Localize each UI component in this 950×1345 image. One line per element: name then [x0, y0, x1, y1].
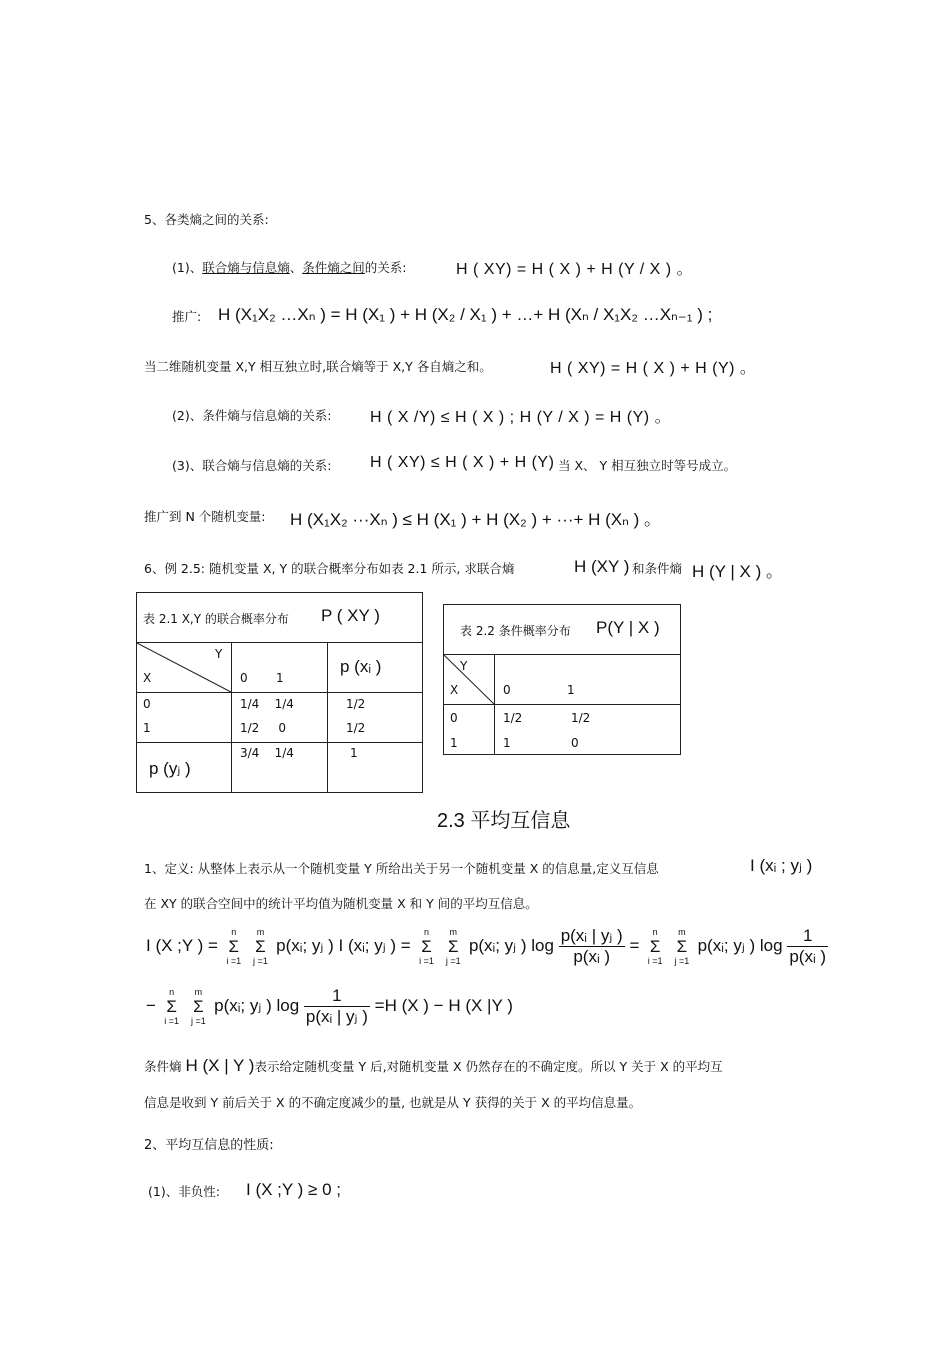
- table-2-1-py-label: p (yⱼ ): [149, 759, 191, 778]
- table-2-1-py-values: 3/4 1/4: [240, 746, 294, 760]
- table-2-1-caption-formula: P ( XY ): [321, 606, 380, 625]
- table-2-1-col-header: [232, 643, 328, 693]
- table-2-2-row-labels: [444, 705, 495, 755]
- table-2-1-col0: 0: [240, 671, 248, 685]
- sum-j-2: [442, 925, 464, 969]
- sum-j-lower: j =1: [253, 955, 268, 966]
- section-5-title: 5、各类熵之间的关系:: [144, 212, 269, 227]
- relation-1-line: [172, 258, 406, 276]
- table-2-2-r0c1: 1/2: [571, 711, 591, 725]
- table-2-1-col1: 1: [276, 671, 284, 685]
- sum-j-lower: j =1: [445, 955, 461, 966]
- sum-i-lower: i =1: [647, 955, 663, 966]
- relation-2-formula: H ( X /Y) ≤ H ( X ) ; H (Y / X ) = H (Y) 。: [370, 409, 672, 426]
- sum-i-3: [644, 925, 666, 969]
- sum-j-upper: m: [449, 926, 457, 937]
- eq2-rhs: =H (X ) − H (X |Y ): [374, 996, 513, 1015]
- table-2-2-values: [495, 705, 681, 755]
- diagonal-line: [444, 655, 495, 705]
- table-2-1: [136, 592, 423, 793]
- eq1-fraction-2: [787, 926, 828, 967]
- table-2-1-row0-label: 0: [143, 697, 151, 711]
- table-2-1-header-corner: [137, 643, 232, 693]
- sum-i-upper: n: [231, 926, 237, 937]
- table-2-2-r1c1: 0: [571, 736, 579, 750]
- sum-j-upper: m: [194, 986, 203, 997]
- table-2-2-row1-label: 1: [450, 736, 458, 750]
- eq1-fraction-1: [559, 926, 625, 967]
- definition-text-2: 在 XY 的联合空间中的统计平均值为随机变量 X 和 Y 间的平均互信息。: [144, 896, 538, 911]
- relation-1-sep: 、: [289, 260, 303, 275]
- independence-formula: H ( XY) = H ( X ) + H (Y) 。: [550, 360, 757, 377]
- example-text: 6、例 2.5: 随机变量 X, Y 的联合概率分布如表 2.1 所示, 求联合熵: [144, 561, 515, 576]
- table-2-1-caption: 表 2.1 X,Y 的联合概率分布: [143, 612, 289, 626]
- conditional-entropy-para-2: 信息是收到 Y 前后关于 X 的不确定度减少的量, 也就是从 Y 获得的关于 X 的平均信息量。: [144, 1095, 642, 1110]
- table-2-1-py-label-cell: [137, 743, 232, 793]
- relation-3-text: (3)、联合熵与信息熵的关系:: [172, 458, 332, 473]
- eq1-log-2: log: [759, 936, 783, 955]
- definition-text: 1、定义: 从整体上表示从一个随机变量 Y 所给出关于另一个随机变量 X 的信息量,定义互信息: [144, 861, 659, 876]
- sum-i-4: [161, 985, 183, 1029]
- eq1-pxy-3: p(xᵢ; yⱼ ): [697, 936, 756, 955]
- table-2-2-row0-label: 0: [450, 711, 458, 725]
- sigma: Σ: [255, 936, 266, 956]
- fraction-numerator: p(xᵢ | yⱼ ): [560, 926, 623, 946]
- table-2-1-py-total: 1: [350, 746, 358, 760]
- cond-formula: H (X | Y ): [185, 1056, 255, 1075]
- table-2-2-caption-cell: [444, 605, 681, 655]
- sum-j-upper: m: [678, 926, 686, 937]
- relation-3-formula: H ( XY) ≤ H ( X ) + H (Y): [370, 454, 555, 471]
- sum-i-2: [415, 925, 437, 969]
- table-2-1-header-x: X: [143, 671, 152, 685]
- example-mid-text: 和条件熵: [632, 561, 683, 576]
- sum-j-lower: j =1: [674, 955, 690, 966]
- table-2-1-px-label: p (xᵢ ): [340, 657, 382, 676]
- table-2-1-px-header: [328, 643, 423, 693]
- table-2-1-caption-cell: [137, 593, 423, 643]
- table-2-2-r0c0: 1/2: [503, 711, 523, 725]
- table-2-2-header-y: Y: [460, 659, 468, 673]
- sum-j-3: [671, 925, 693, 969]
- relation-1-suffix: 的关系:: [364, 260, 407, 275]
- relation-2-text: (2)、条件熵与信息熵的关系:: [172, 408, 332, 423]
- table-2-1-row1-label: 1: [143, 721, 151, 735]
- mutual-info-equation: [146, 924, 828, 968]
- eq1-equals: =: [629, 936, 640, 955]
- table-2-1-py-total-cell: [328, 743, 423, 793]
- fraction-denominator: p(xᵢ ): [789, 947, 827, 967]
- table-2-2-col-header: [495, 655, 681, 705]
- table-2-1-row1-px: 1/2: [346, 721, 366, 735]
- table-2-2-caption: 表 2.2 条件概率分布: [460, 624, 571, 638]
- sigma: Σ: [228, 936, 239, 956]
- table-2-2-col1: 1: [567, 683, 575, 697]
- sum-j: [249, 925, 271, 969]
- sigma: Σ: [166, 996, 177, 1016]
- sigma: Σ: [649, 936, 661, 956]
- generalization-n-formula: H (X₁X₂ ···Xₙ ) ≤ H (X₁ ) + H (X₂ ) + ···+ H (Xₙ ) 。: [290, 510, 662, 529]
- generalization-formula: H (X₁X₂ …Xₙ ) = H (X₁ ) + H (X₂ / X₁ ) + …+ H (Xₙ / X₁X₂ …Xₙ₋₁ ) ;: [218, 305, 713, 324]
- relation-1-term-b: 条件熵之间: [302, 260, 365, 275]
- table-2-2-header-x: X: [450, 683, 459, 697]
- example-conditional-entropy: H (Y | X ) 。: [692, 562, 784, 581]
- fraction-denominator: p(xᵢ ): [573, 947, 611, 967]
- sum-i-upper: n: [652, 926, 658, 937]
- table-2-2: [443, 604, 681, 755]
- mutual-info-equation-2: [146, 984, 513, 1028]
- eq1-log: log: [531, 936, 554, 955]
- eq1-pxy-2: p(xᵢ; yⱼ ): [468, 936, 527, 955]
- fraction-denominator: p(xᵢ | yⱼ ): [305, 1007, 368, 1027]
- sum-i-lower: i =1: [226, 955, 242, 966]
- table-2-1-row1-values: 1/2 0: [240, 721, 287, 735]
- relation-1-term-a: 联合熵与信息熵: [202, 260, 290, 275]
- generalization-label: 推广:: [172, 309, 202, 324]
- fraction-numerator: 1: [304, 986, 370, 1007]
- property-1-formula: I (X ;Y ) ≥ 0 ;: [246, 1180, 341, 1199]
- table-2-1-values: [232, 693, 328, 743]
- sigma: Σ: [421, 936, 432, 956]
- table-2-2-header-corner: [444, 655, 495, 705]
- eq2-pxy: p(xᵢ; yⱼ ): [214, 996, 272, 1015]
- generalization-n-label: 推广到 N 个随机变量:: [144, 509, 266, 524]
- eq1-pxy: p(xᵢ; yⱼ ): [276, 936, 334, 955]
- independence-text: 当二维随机变量 X,Y 相互独立时,联合熵等于 X,Y 各自熵之和。: [144, 359, 492, 374]
- table-2-1-px-values: [328, 693, 423, 743]
- table-2-1-header-y: Y: [215, 647, 223, 661]
- relation-3-condition: 当 X、 Y 相互独立时等号成立。: [558, 458, 737, 473]
- conditional-entropy-para: [144, 1056, 723, 1076]
- sum-j-4: [187, 985, 209, 1029]
- property-1-text: (1)、非负性:: [148, 1184, 220, 1199]
- table-2-1-py-values-cell: [232, 743, 328, 793]
- table-2-1-row0-px: 1/2: [346, 697, 366, 711]
- sum-i: [223, 925, 245, 969]
- properties-title: 2、平均互信息的性质:: [144, 1138, 274, 1153]
- relation-1-prefix: (1)、: [172, 260, 203, 275]
- sigma: Σ: [676, 936, 688, 956]
- sum-j-lower: j =1: [191, 1015, 206, 1026]
- sum-i-lower: i =1: [164, 1015, 180, 1026]
- eq2-fraction: [304, 986, 370, 1027]
- cond-prefix: 条件熵: [144, 1059, 182, 1074]
- sum-j-upper: m: [256, 926, 265, 937]
- table-2-2-caption-formula: P(Y | X ): [596, 618, 660, 637]
- relation-1-formula: H ( XY) = H ( X ) + H (Y / X ) 。: [456, 261, 694, 278]
- eq2-log: log: [276, 996, 300, 1015]
- sum-i-upper: n: [423, 926, 429, 937]
- sigma: Σ: [447, 936, 459, 956]
- eq2-minus: −: [146, 996, 156, 1015]
- sum-i-lower: i =1: [419, 955, 434, 966]
- eq1-ixy: I (xᵢ; yⱼ ) =: [338, 936, 411, 955]
- sum-i-upper: n: [169, 986, 175, 997]
- eq1-lhs: I (X ;Y ) =: [146, 936, 218, 955]
- sigma: Σ: [193, 996, 204, 1016]
- example-joint-entropy: H (XY ): [574, 557, 630, 576]
- fraction-numerator: 1: [787, 926, 828, 947]
- table-2-1-row-labels: [137, 693, 232, 743]
- table-2-2-r1c0: 1: [503, 736, 511, 750]
- definition-formula: I (xᵢ ; yⱼ ): [750, 856, 813, 875]
- table-2-2-col0: 0: [503, 683, 511, 697]
- table-2-1-row0-values: 1/4 1/4: [240, 697, 294, 711]
- section-title: 2.3 平均互信息: [437, 810, 571, 832]
- cond-text: 表示给定随机变量 Y 后,对随机变量 X 仍然存在的不确定度。所以 Y 关于 X 的平均互: [254, 1059, 723, 1074]
